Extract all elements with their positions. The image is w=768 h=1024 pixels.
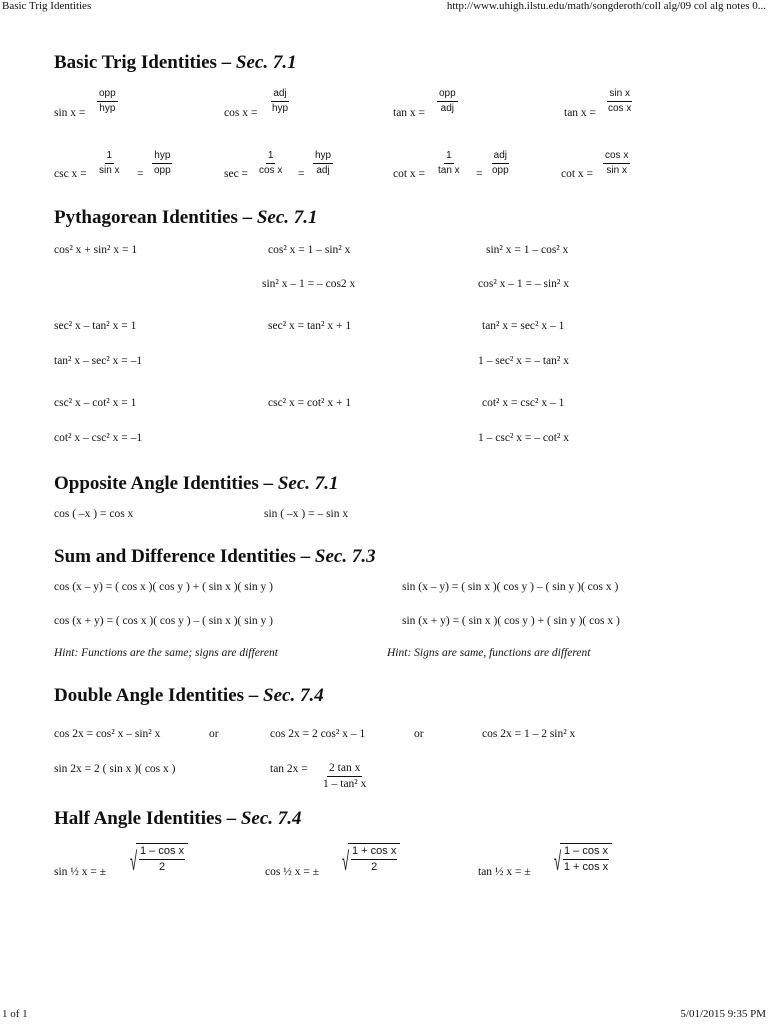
sec-fraction-2: hyp adj xyxy=(315,150,332,176)
sqrt-icon: √ xyxy=(130,846,138,876)
section-title-double-angle: Double Angle Identities – Sec. 7.4 xyxy=(54,685,324,706)
tan-label-2: tan x = xyxy=(564,107,597,119)
double-cos-1: cos 2x = cos² x – sin² x xyxy=(54,728,161,740)
cot-fraction-2: adj opp xyxy=(492,150,509,176)
section-title-basic: Basic Trig Identities – Sec. 7.1 xyxy=(54,52,297,73)
double-sin: sin 2x = 2 ( sin x )( cos x ) xyxy=(54,763,176,775)
source-url: http://www.uhigh.ilstu.edu/math/songderoth/coll alg/09 col alg notes 0... xyxy=(446,0,766,12)
tan-fraction-1: opp adj xyxy=(439,88,456,114)
double-tan-label: tan 2x = xyxy=(270,763,308,775)
pythag-identity: sin² x = 1 – cos² x xyxy=(486,244,569,256)
sec-label: sec = xyxy=(224,168,249,180)
cot-fraction-3: cos x sin x xyxy=(605,150,629,176)
half-sin-label: sin ½ x = ± xyxy=(54,866,107,878)
pythag-identity: cos² x + sin² x = 1 xyxy=(54,244,138,256)
sum-diff-identity: cos (x + y) = ( cos x )( cos y ) – ( sin x )( sin y ) xyxy=(54,615,273,627)
half-cos-label: cos ½ x = ± xyxy=(265,866,320,878)
cot-equals: = xyxy=(476,168,483,180)
or-word: or xyxy=(209,728,219,740)
pythag-identity: 1 – sec² x = – tan² x xyxy=(478,355,569,367)
document-title: Basic Trig Identities xyxy=(2,0,92,12)
pythag-identity: csc² x = cot² x + 1 xyxy=(268,397,352,409)
hint-sin: Hint: Signs are same, functions are different xyxy=(387,647,591,659)
half-cos-radical: √ 1 + cos x 2 xyxy=(338,843,400,879)
sec-fraction-1: 1 cos x xyxy=(259,150,283,176)
section-title-opposite: Opposite Angle Identities – Sec. 7.1 xyxy=(54,473,339,494)
print-timestamp: 5/01/2015 9:35 PM xyxy=(680,1008,766,1020)
half-tan-radical: √ 1 – cos x 1 + cos x xyxy=(550,843,612,879)
section-title-pythagorean: Pythagorean Identities – Sec. 7.1 xyxy=(54,207,318,228)
opposite-identity-sin: sin ( –x ) = – sin x xyxy=(264,508,349,520)
pythag-identity: cot² x – csc² x = –1 xyxy=(54,432,143,444)
pythag-identity: sec² x = tan² x + 1 xyxy=(268,320,352,332)
sqrt-icon: √ xyxy=(342,846,350,876)
section-title-sum-difference: Sum and Difference Identities – Sec. 7.3 xyxy=(54,546,376,567)
tan-fraction-2: sin x cos x xyxy=(608,88,632,114)
hint-cos: Hint: Functions are the same; signs are different xyxy=(54,647,278,659)
cos-fraction: adj hyp xyxy=(272,88,289,114)
pythag-identity: sin² x – 1 = – cos2 x xyxy=(262,278,356,290)
cos-label: cos x = xyxy=(224,107,258,119)
sum-diff-identity: sin (x + y) = ( sin x )( cos y ) + ( sin y )( cos x ) xyxy=(402,615,620,627)
cot-fraction-1: 1 tan x xyxy=(438,150,460,176)
pythag-identity: cos² x = 1 – sin² x xyxy=(268,244,351,256)
csc-equals: = xyxy=(137,168,144,180)
double-cos-2: cos 2x = 2 cos² x – 1 xyxy=(270,728,366,740)
sum-diff-identity: cos (x – y) = ( cos x )( cos y ) + ( sin x )( sin y ) xyxy=(54,581,273,593)
pythag-identity: tan² x – sec² x = –1 xyxy=(54,355,143,367)
half-tan-label: tan ½ x = ± xyxy=(478,866,531,878)
pythag-identity: cot² x = csc² x – 1 xyxy=(482,397,565,409)
section-title-half-angle: Half Angle Identities – Sec. 7.4 xyxy=(54,808,302,829)
sin-label: sin x = xyxy=(54,107,86,119)
csc-label: csc x = xyxy=(54,168,87,180)
cot-label-1: cot x = xyxy=(393,168,426,180)
cot-label-2: cot x = xyxy=(561,168,594,180)
or-word: or xyxy=(414,728,424,740)
pythag-identity: tan² x = sec² x – 1 xyxy=(482,320,565,332)
sin-fraction: opp hyp xyxy=(99,88,116,114)
pythag-identity: csc² x – cot² x = 1 xyxy=(54,397,137,409)
page-indicator: 1 of 1 xyxy=(2,1008,28,1020)
csc-fraction-1: 1 sin x xyxy=(99,150,120,176)
opposite-identity-cos: cos ( –x ) = cos x xyxy=(54,508,134,520)
sum-diff-identity: sin (x – y) = ( sin x )( cos y ) – ( sin y )( cos x ) xyxy=(402,581,619,593)
pythag-identity: cos² x – 1 = – sin² x xyxy=(478,278,570,290)
sqrt-icon: √ xyxy=(554,846,562,876)
sec-equals: = xyxy=(298,168,305,180)
tan-label-1: tan x = xyxy=(393,107,426,119)
half-sin-radical: √ 1 – cos x 2 xyxy=(126,843,188,879)
csc-fraction-2: hyp opp xyxy=(154,150,171,176)
pythag-identity: sec² x – tan² x = 1 xyxy=(54,320,137,332)
pythag-identity: 1 – csc² x = – cot² x xyxy=(478,432,569,444)
double-cos-3: cos 2x = 1 – 2 sin² x xyxy=(482,728,576,740)
double-tan-fraction: 2 tan x 1 – tan² x xyxy=(323,762,367,790)
